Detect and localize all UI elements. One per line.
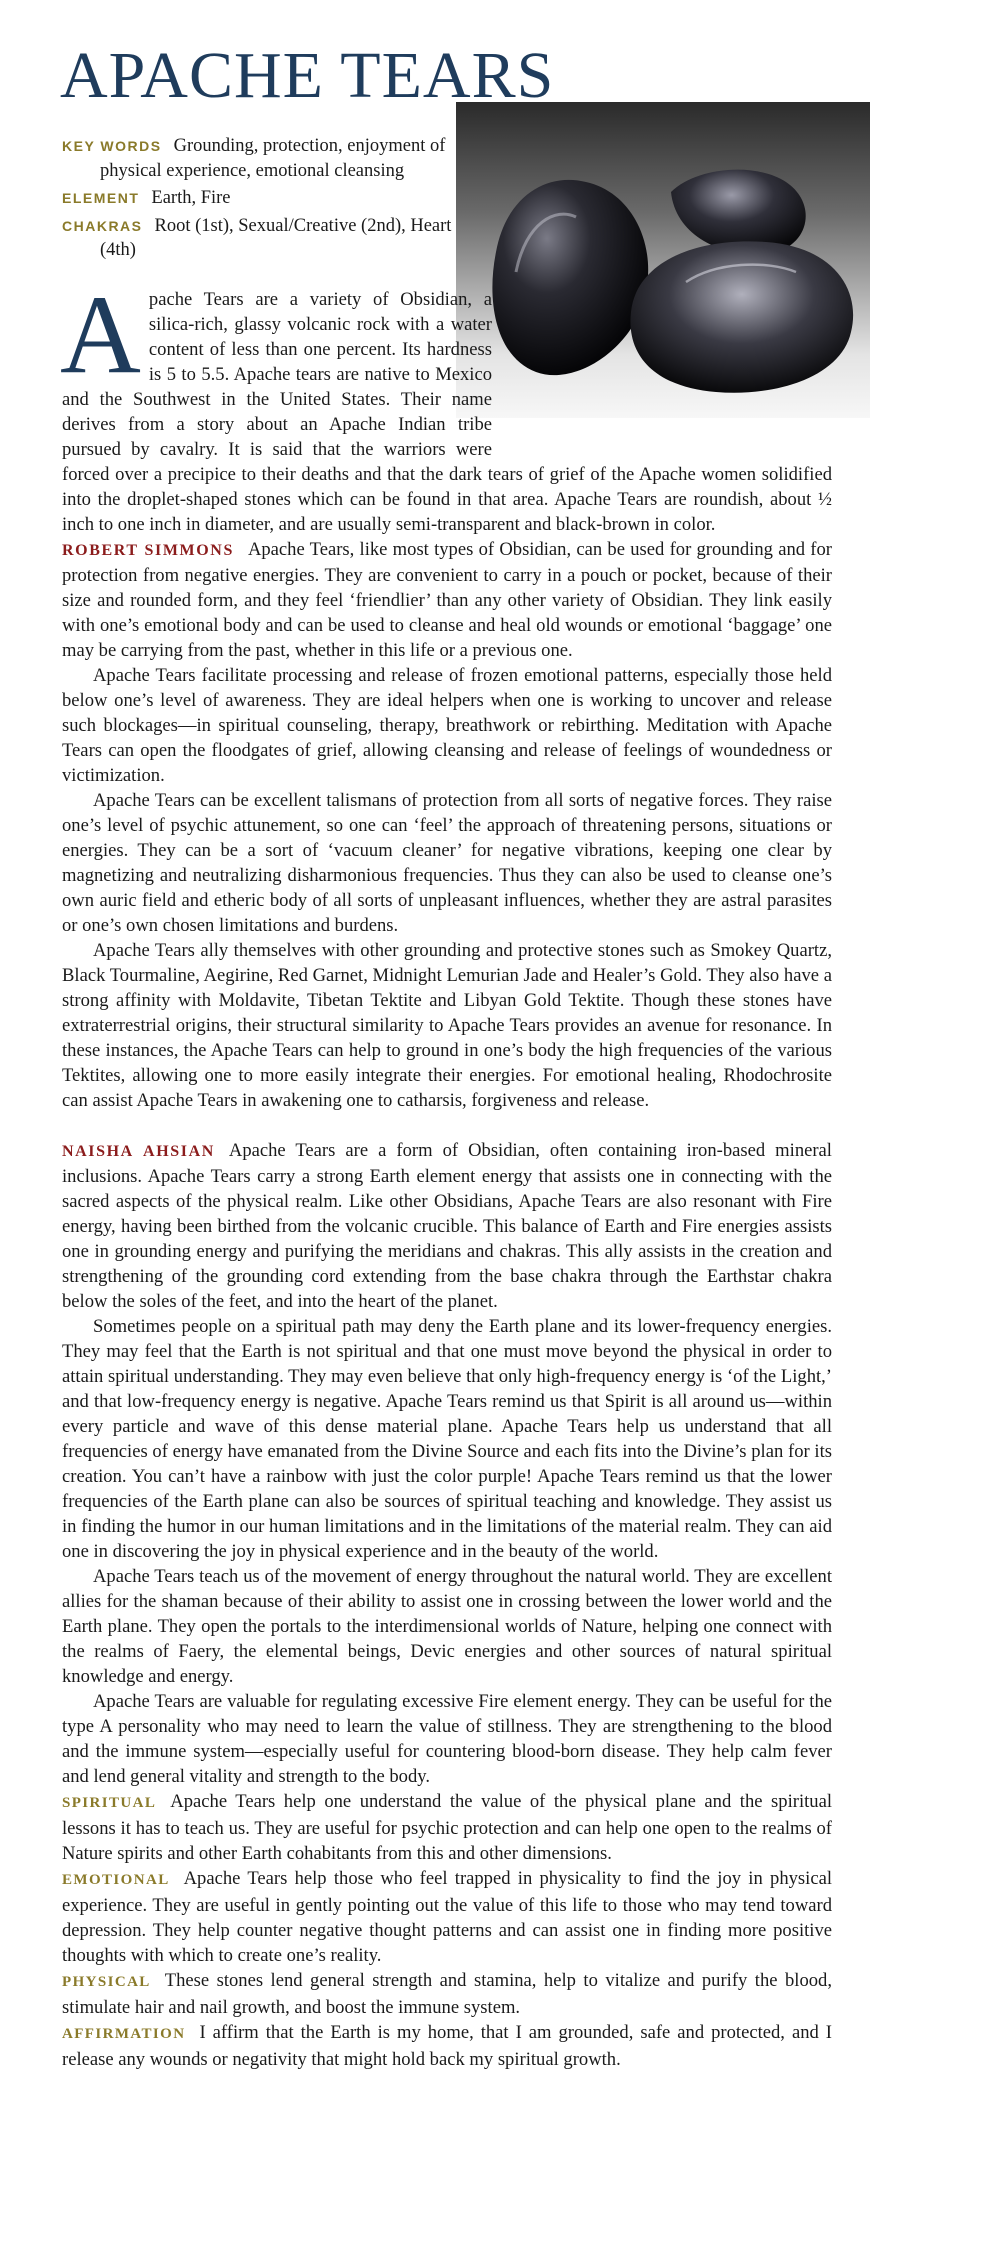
emotional-label: EMOTIONAL bbox=[62, 1871, 170, 1888]
keywords-value: Grounding, protection, enjoyment of physical experience, emotional cleansing bbox=[100, 136, 446, 181]
author-ahsian: NAISHA AHSIAN bbox=[62, 1142, 215, 1160]
element-value: Earth, Fire bbox=[151, 188, 231, 208]
chakras-row bbox=[62, 214, 492, 263]
ahsian-p4: Apache Tears are valuable for regulating excessive Fire element energy. They can be useful for the type A personality who may need to learn the value of stillness. They are strengthening to the blood and the immune system—especially useful for countering blood-born disease. They help calm fever and lend general vitality and strength to the body. bbox=[62, 1690, 832, 1787]
simmons-p3: Apache Tears can be excellent talismans of protection from all sorts of negative forces. They raise one’s level of psychic attunement, so one can ‘feel’ the approach of threatening persons, situations or energies. They can be a sort of ‘vacuum cleaner’ for negative vibrations, keeping one clear by magnetizing and neutralizing disharmonious frequencies. Thus they can also be used to cleanse one’s own auric field and etheric body of all sorts of unpleasant influences, whether they are astral parasites or one’s own chosen limitations and burdens. bbox=[62, 789, 832, 936]
ahsian-p1 bbox=[62, 1138, 832, 1314]
affirmation-section bbox=[62, 2020, 832, 2072]
keywords-row bbox=[62, 134, 492, 183]
author-simmons: ROBERT SIMMONS bbox=[62, 541, 234, 559]
meta-block bbox=[62, 134, 492, 263]
chakras-label: CHAKRAS bbox=[62, 217, 143, 234]
page-content bbox=[62, 40, 832, 2072]
page-title: APACHE TEARS bbox=[60, 39, 555, 112]
keywords-label: KEY WORDS bbox=[62, 138, 162, 154]
emotional-text: Apache Tears help those who feel trapped in physicality to find the joy in physical experience. They are useful in gently pointing out the value of this life to those who may tend toward depression. They help counter negative thought patterns and can assist one in finding more positive thoughts with which to create one’s reality. bbox=[62, 1867, 832, 1966]
physical-label: PHYSICAL bbox=[62, 1973, 151, 1990]
ahsian-p1-text: Apache Tears are a form of Obsidian, often containing iron-based mineral inclusions. Apache Tears carry a strong Earth element energy that assists one in connecting with the sacred aspects of the physical realm. Like other Obsidians, Apache Tears are also resonant with Fire energy, having been birthed from the volcanic crucible. This balance of Earth and Fire energies assists one in grounding energy and purifying the meridians and chakras. This ally assists in the creation and strengthening of the grounding cord extending from the base chakra through the Earthstar chakra below the soles of the feet, and into the heart of the planet. bbox=[62, 1139, 832, 1312]
intro-text: pache Tears are a variety of Obsidian, a silica-rich, glassy volcanic rock with a water content of less than one percent. Its hardness is 5 to 5.5. Apache tears are native to Mexico and the Southwest in the United States. Their name derives from a story about an Apache Indian tribe pursued by cavalry. It is said that the warriors were forced over a precipice to their deaths and that the dark tears of grief of the Apache women solidified into the droplet-shaped stones which can be found in that area. Apache Tears are roundish, about ½ inch to one inch in diameter, and are usually semi-transparent and black-brown in color. bbox=[62, 288, 832, 535]
ahsian-p3: Apache Tears teach us of the movement of energy throughout the natural world. They are excellent allies for the shaman because of their ability to assist one in crossing between the lower world and the Earth plane. They open the portals to the interdimensional worlds of Nature, helping one connect with the realms of Faery, the elemental beings, Devic energies and other sources of natural spiritual knowledge and energy. bbox=[62, 1565, 832, 1687]
intro-paragraph bbox=[60, 272, 832, 537]
element-row bbox=[62, 186, 492, 211]
photo-spacer bbox=[492, 287, 832, 455]
emotional-section bbox=[62, 1866, 832, 1968]
spiritual-text: Apache Tears help one understand the value of the physical plane and the spiritual lessons it has to teach us. They are useful for psychic protection and can help one open to the realms of Nature spirits and other Earth cohabitants from this and other dimensions. bbox=[62, 1790, 832, 1864]
ahsian-p2: Sometimes people on a spiritual path may deny the Earth plane and its lower-frequency energies. They may feel that the Earth is not spiritual and that one must move beyond the physical in order to attain spiritual understanding. They may even believe that only high-frequency energy is ‘of the Light,’ and that low-frequency energy is negative. Apache Tears remind us that Spirit is all around us—within every particle and wave of this dense material plane. Apache Tears help us understand that all frequencies of energy have emanated from the Divine Source and each fits into the Divine’s plan for its creation. You can’t have a rainbow with just the color purple! Apache Tears remind us that the lower frequencies of the Earth plane can also be sources of spiritual teaching and knowledge. They assist us in finding the humor in our human limitations and in the limitations of the material realm. They can aid one in discovering the joy in physical experience and in the beauty of the world. bbox=[62, 1315, 832, 1562]
physical-section bbox=[62, 1968, 832, 2020]
drop-cap: A bbox=[60, 272, 141, 397]
spiritual-label: SPIRITUAL bbox=[62, 1794, 157, 1811]
article-body bbox=[60, 272, 832, 2072]
element-label: ELEMENT bbox=[62, 190, 140, 206]
simmons-p2: Apache Tears facilitate processing and release of frozen emotional patterns, especially those held below one’s level of awareness. They are ideal helpers when one is working to uncover and release such blockages—in spiritual counseling, therapy, breathwork or rebirthing. Meditation with Apache Tears can open the floodgates of grief, allowing cleansing and release of feelings of woundedness or victimization. bbox=[62, 664, 832, 786]
chakras-value: Root (1st), Sexual/Creative (2nd), Heart (4th) bbox=[100, 215, 452, 260]
simmons-p1-text: Apache Tears, like most types of Obsidian, can be used for grounding and for protection from negative energies. They are convenient to carry in a pouch or pocket, because of their size and rounded form, and they feel ‘friendlier’ than any other variety of Obsidian. They link easily with one’s emotional body and can be used to cleanse and heal old wounds or emotional ‘baggage’ one may be carrying from the past, whether in this life or a previous one. bbox=[62, 538, 832, 661]
simmons-p1 bbox=[62, 537, 832, 663]
spiritual-section bbox=[62, 1789, 832, 1866]
section-gap bbox=[62, 1113, 832, 1138]
physical-text: These stones lend general strength and stamina, help to vitalize and purify the blood, stimulate hair and nail growth, and boost the immune system. bbox=[62, 1969, 832, 2018]
affirmation-text: I affirm that the Earth is my home, that I am grounded, safe and protected, and I release any wounds or negativity that might hold back my spiritual growth. bbox=[62, 2021, 832, 2070]
affirmation-label: AFFIRMATION bbox=[62, 2025, 186, 2042]
simmons-p4: Apache Tears ally themselves with other grounding and protective stones such as Smokey Quartz, Black Tourmaline, Aegirine, Red Garnet, Midnight Lemurian Jade and Healer’s Gold. They also have a strong affinity with Moldavite, Tibetan Tektite and Libyan Gold Tektite. Though these stones have extraterrestrial origins, their structural similarity to Apache Tears provides an avenue for resonance. In these instances, the Apache Tears can help to ground in one’s body the high frequencies of the various Tektites, allowing one to more easily integrate their energies. For emotional healing, Rhodochrosite can assist Apache Tears in awakening one to catharsis, forgiveness and release. bbox=[62, 939, 832, 1111]
